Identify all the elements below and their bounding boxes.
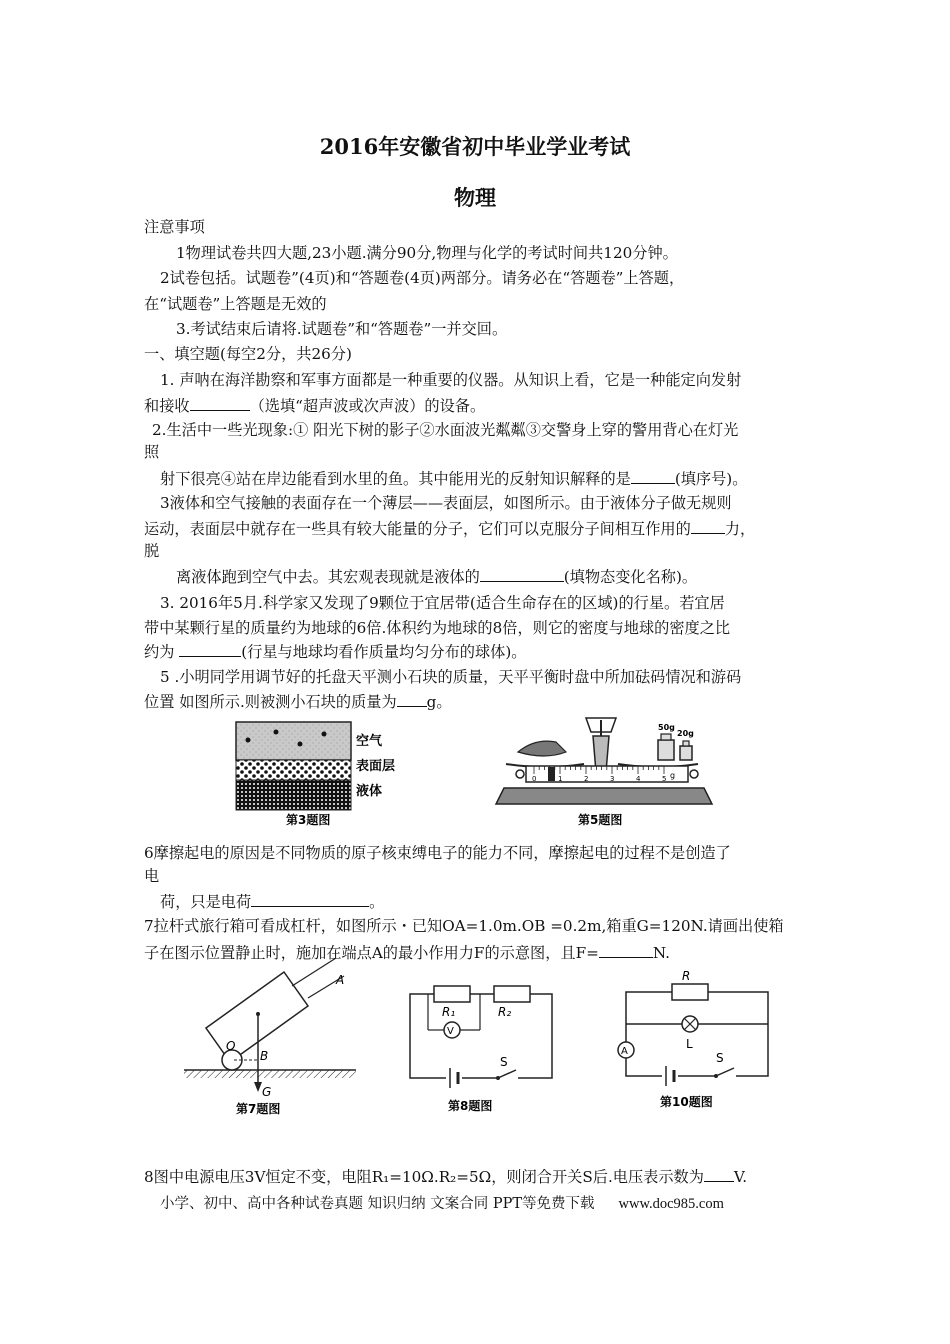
- figure-3-caption: 第3题图: [286, 813, 331, 827]
- weight-50g: [658, 740, 674, 760]
- label-air: 空气: [356, 734, 383, 749]
- q1-line-1: 1. 声呐在海洋勘察和军事方面都是一种重要的仪器。从知识上看，它是一种能定向发射: [160, 371, 742, 389]
- q4-text-pre: 约为: [144, 643, 175, 661]
- q2-line-1: 2.生活中一些光现象:① 阳光下树的影子②水面波光粼粼③交警身上穿的警用背心在灯光: [152, 421, 739, 439]
- q7-line-1: 7拉杆式旅行箱可看成杠杆，如图所示・已知OA=1.0m.OB =0.2m,箱重G=120N.请画出使箱: [144, 917, 784, 935]
- q7-text-post: N.: [652, 944, 670, 962]
- notice-item-3: 3.考试结束后请将.试题卷”和“答题卷”一并交回。: [176, 320, 508, 338]
- surface-layer-region: [236, 760, 351, 780]
- circuit-wire: [410, 994, 552, 1078]
- q2-text-pre: 射下很亮④站在岸边能看到水里的鱼。其中能用光的反射知识解释的是: [160, 470, 631, 488]
- q5-text-post: g。: [426, 693, 452, 711]
- footer-text: 小学、初中、高中各种试卷真题 知识归纳 文案合同 PPT等免费下载: [160, 1196, 595, 1212]
- q4-text-post: (行星与地球均看作质量均匀分布的球体)。: [241, 643, 527, 661]
- label-O: O: [226, 1039, 236, 1053]
- subject-title: 物理: [454, 185, 496, 210]
- label-R2: R₂: [498, 1005, 512, 1019]
- q7-line-2: [144, 942, 670, 963]
- molecule: [298, 742, 303, 747]
- label-R1: R₁: [442, 1005, 456, 1019]
- q3-text-pre: 运动，表面层中就存在一些具有较大能量的分子，它们可以克服分子间相互作用的: [144, 520, 691, 538]
- weight-20g-knob: [683, 741, 689, 746]
- figure-5-balance: [490, 712, 718, 830]
- molecule: [322, 732, 327, 737]
- label-R: R: [682, 969, 691, 983]
- label-B: B: [260, 1049, 269, 1063]
- resistor-R: [672, 984, 708, 1000]
- label-20g: 20g: [677, 729, 694, 738]
- figure-7-caption: 第7题图: [236, 1102, 281, 1116]
- gravity-arrowhead: [254, 1082, 262, 1092]
- q3-text-post: 力，: [724, 520, 756, 538]
- switch-gap: [498, 1070, 518, 1086]
- notice-item-2b: 在“试题卷”上答题是无效的: [144, 295, 327, 313]
- resistor-R2: [494, 986, 530, 1002]
- label-S: S: [500, 1055, 508, 1069]
- figure-8-caption: 第8题图: [448, 1099, 493, 1113]
- figure-5-caption: 第5题图: [578, 813, 623, 827]
- label-A: A: [336, 973, 345, 987]
- q4-answer-blank[interactable]: [179, 641, 241, 657]
- label-50g: 50g: [658, 723, 675, 732]
- weight-20g: [680, 746, 692, 760]
- weight-50g-knob: [661, 734, 671, 740]
- q1-text-post: （选填“超声波或次声波）的设备。: [249, 397, 486, 415]
- q2-answer-blank[interactable]: [631, 468, 675, 484]
- notice-item-2a: 2试卷包括。试题卷”(4页)和“答题卷(4页)两部分。请务必在“答题卷”上答题，: [160, 269, 685, 287]
- air-region: [236, 722, 351, 760]
- stone-icon: [518, 741, 566, 756]
- q8-answer-blank[interactable]: [704, 1166, 734, 1182]
- scale-number: 5: [662, 775, 667, 783]
- q1-text-pre: 和接收: [144, 397, 190, 415]
- q5-answer-blank[interactable]: [397, 691, 427, 707]
- scale-number: 1: [558, 775, 563, 783]
- figure-3-surface-layer: [228, 718, 418, 830]
- q3-line-1: 3液体和空气接触的表面存在一个薄层——表面层，如图所示。由于液体分子做无规则: [160, 494, 732, 512]
- label-liquid: 液体: [356, 784, 383, 799]
- battery-gap: [446, 1070, 462, 1086]
- ground-hatch: [184, 1070, 356, 1078]
- figure-10-circuit: [616, 969, 776, 1114]
- footer-url[interactable]: www.doc985.com: [618, 1196, 724, 1212]
- q1-line-2: [144, 395, 485, 416]
- q7-answer-blank[interactable]: [599, 942, 653, 958]
- circuit-wire: [626, 992, 768, 1076]
- q5-line-1: 5 .小明同学用调节好的托盘天平测小石块的质量，天平平衡时盘中所加砝码情况和游码: [160, 668, 742, 686]
- q3-line-4: [176, 566, 697, 587]
- molecule: [246, 738, 251, 743]
- molecule: [274, 730, 279, 735]
- notice-heading: 注意事项: [144, 218, 205, 236]
- exam-title: 2016年安徽省初中毕业学业考试: [319, 134, 631, 159]
- rider-icon[interactable]: [548, 767, 555, 781]
- q6-text-pre: 荷，只是电荷: [160, 893, 252, 911]
- q3-text-pre-2: 离液体跑到空气中去。其宏观表现就是液体的: [176, 568, 480, 586]
- section-heading: 一、填空题(每空2分，共26分): [144, 345, 352, 363]
- center-of-gravity: [256, 1012, 260, 1016]
- footer: [160, 1192, 724, 1213]
- scale-number: 3: [610, 775, 615, 783]
- q5-line-2: [144, 691, 452, 712]
- q3-answer-blank-2[interactable]: [480, 566, 564, 582]
- label-G: G: [262, 1085, 272, 1099]
- scale-number: 4: [636, 775, 641, 783]
- scale-number: 2: [584, 775, 589, 783]
- balance-base: [496, 788, 712, 804]
- label-S: S: [716, 1051, 724, 1065]
- q7-text-pre: 子在图示位置静止时，施加在端点A的最小作用力F的示意图，且F=: [144, 944, 599, 962]
- q2-line-2: 照: [144, 443, 160, 461]
- scale-number: 0: [532, 775, 537, 783]
- q6-answer-blank[interactable]: [251, 891, 369, 907]
- label-V: V: [447, 1026, 454, 1037]
- label-A: A: [621, 1046, 628, 1057]
- q2-text-post: (填序号)。: [674, 470, 748, 488]
- battery-gap: [662, 1068, 678, 1084]
- q8-line: [144, 1166, 747, 1187]
- left-nut[interactable]: [516, 770, 524, 778]
- liquid-region: [236, 780, 351, 810]
- q8-text-pre: 8图中电源电压3V恒定不变，电阻R₁=10Ω.R₂=5Ω，则闭合开关S后.电压表示数为: [144, 1168, 704, 1186]
- q6-line-1: 6摩擦起电的原因是不同物质的原子核束缚电子的能力不同，摩擦起电的过程不是创造了: [144, 844, 731, 862]
- figure-10-caption: 第10题图: [660, 1095, 713, 1109]
- scale-unit: g: [670, 771, 676, 780]
- label-surface: 表面层: [356, 759, 396, 774]
- right-nut[interactable]: [690, 770, 698, 778]
- q8-text-post: V.: [733, 1168, 748, 1186]
- q6-line-2: 电: [144, 867, 160, 885]
- q3-line-2: [144, 518, 755, 539]
- q2-line-3: [160, 468, 747, 489]
- notice-item-1: 1物理试卷共四大题,23小题.满分90分,物理与化学的考试时间共120分钟。: [176, 244, 678, 262]
- switch-gap: [716, 1068, 736, 1084]
- q4-line-3: [144, 641, 526, 662]
- q6-line-3: [160, 891, 384, 912]
- q3-answer-blank-1[interactable]: [691, 518, 725, 534]
- q4-line-1: 3. 2016年5月.科学家又发现了9颗位于宜居带(适合生命存在的区域)的行星。若宜居: [160, 594, 725, 612]
- q1-answer-blank[interactable]: [190, 395, 250, 411]
- q4-line-2: 带中某颗行星的质量约为地球的6倍.体积约为地球的8倍，则它的密度与地球的密度之比: [144, 619, 731, 637]
- resistor-R1: [434, 986, 470, 1002]
- q3-text-post-2: (填物态变化名称)。: [563, 568, 698, 586]
- figure-8-circuit: [402, 984, 562, 1116]
- q6-text-post: 。: [369, 893, 385, 911]
- q5-text-pre: 位置 如图所示.则被测小石块的质量为: [144, 693, 397, 711]
- figure-7-suitcase: [176, 968, 356, 1120]
- label-L: L: [686, 1037, 693, 1051]
- q3-line-3: 脱: [144, 542, 160, 560]
